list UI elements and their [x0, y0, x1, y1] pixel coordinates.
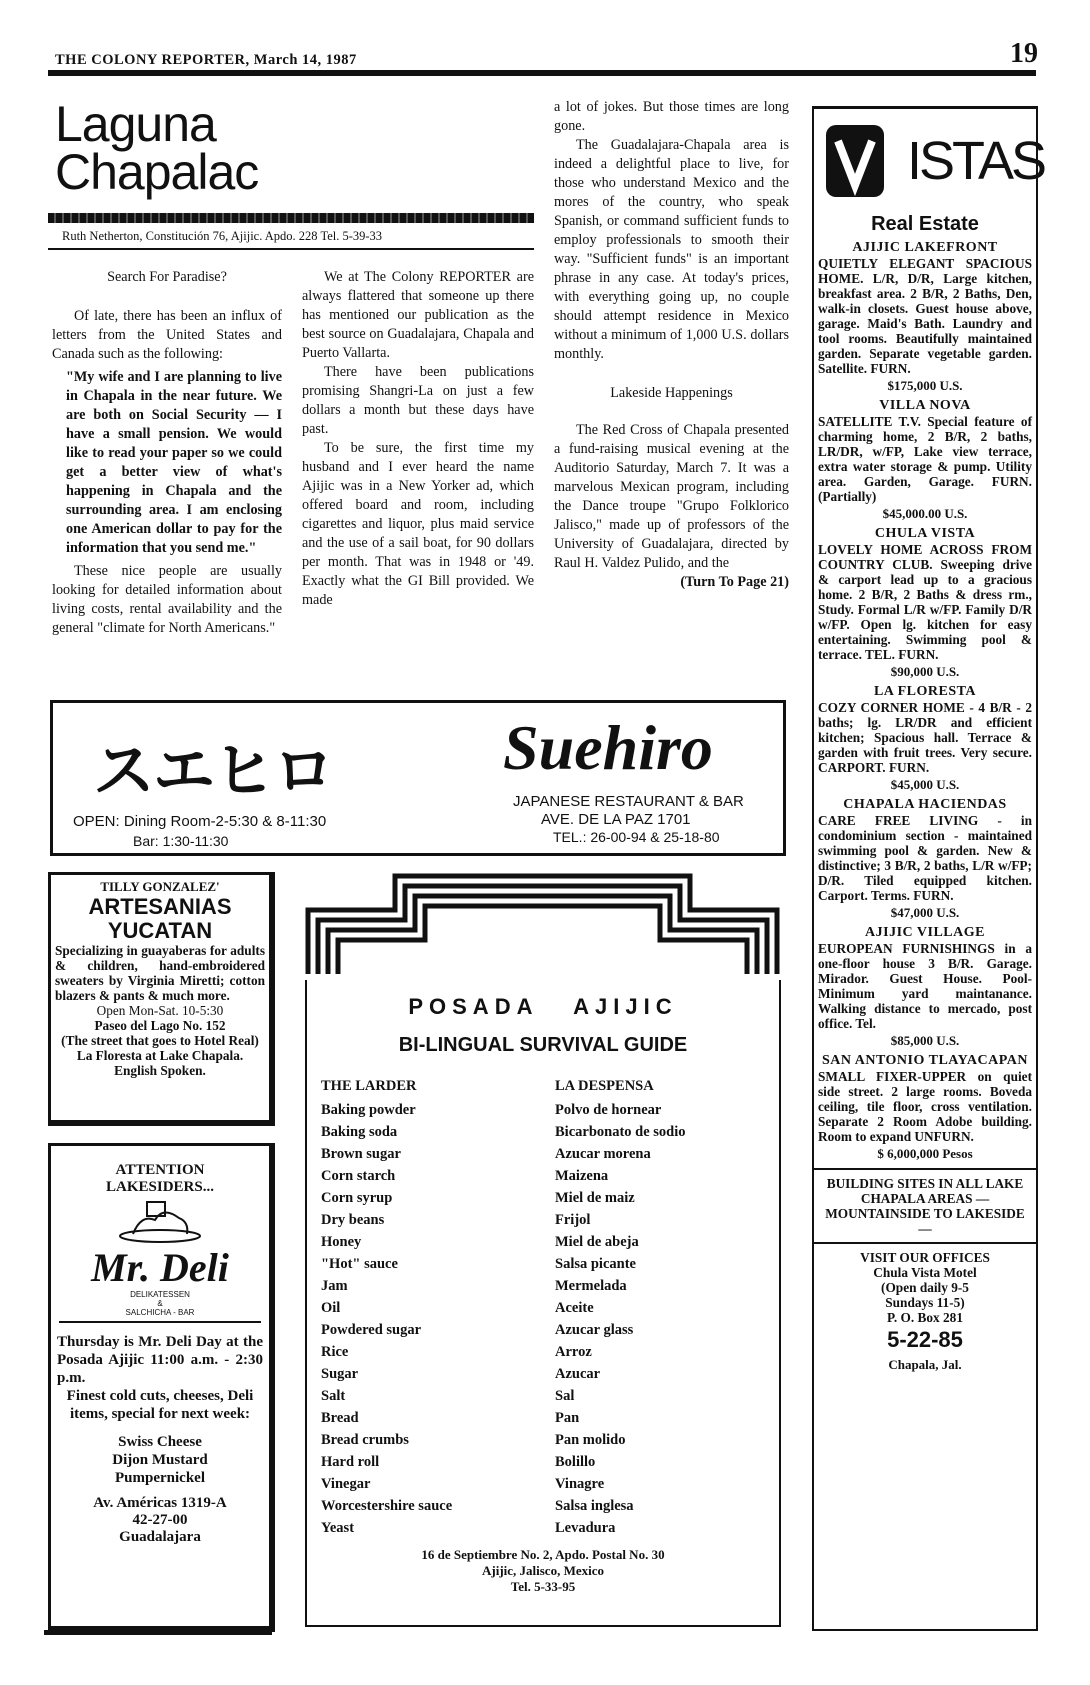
glossary-english-term: Brown sugar	[321, 1146, 401, 1162]
article-paragraph: There have been publications promising Shangri-La on just a few dollars a month but these days have past.	[302, 364, 534, 437]
suehiro-ad	[50, 700, 786, 856]
glossary-spanish-term: Miel de abeja	[555, 1234, 639, 1250]
suehiro-address: AVE. DE LA PAZ 1701	[541, 811, 691, 828]
glossary-row	[321, 1275, 779, 1297]
listing-price: $85,000 U.S.	[890, 1033, 960, 1048]
vistas-logo	[824, 123, 1045, 213]
vistas-rule	[814, 1242, 1036, 1244]
posada-tel: Tel. 5-33-95	[510, 1579, 576, 1594]
glossary-english-term: Baking powder	[321, 1102, 416, 1118]
byline-rule-bottom	[48, 248, 534, 250]
listing-text: CARE FREE LIVING - in condominium section - maintained swimming pool & garden. New & distinctive; 3 B/R, 2 baths, L/R w/FP; D/R. Tiled equipped kitchen. Carport. Terms. FURN.	[818, 813, 1032, 903]
bottom-left-rule	[44, 1630, 272, 1635]
glossary-english-term: Sugar	[321, 1366, 359, 1382]
glossary-row	[321, 1231, 779, 1253]
glossary-spanish-term: Salsa picante	[555, 1256, 636, 1272]
glossary-english-term: Corn syrup	[321, 1190, 393, 1206]
deli-logo-sub-3: SALCHICHA - BAR	[125, 1308, 195, 1317]
listing-title: AJIJIC VILLAGE	[865, 925, 985, 940]
glossary-row	[321, 1165, 779, 1187]
article-col-1	[52, 268, 282, 638]
article-paragraph: Of late, there has been an influx of letters from the United States and Canada such as the following:	[52, 308, 282, 362]
glossary-row	[321, 1473, 779, 1495]
vistas-listings	[814, 240, 1036, 1162]
posada-address-2: Ajijic, Jalisco, Mexico	[481, 1563, 604, 1578]
suehiro-open-label: OPEN:	[73, 813, 120, 830]
article-paragraph: To be sure, the first time my husband and I ever heard the name Ajijic was in a New Yorker ad, which offered board and room, including cigarettes and liquor, plus maid service and the use of a sail boat, for 90 dollars per month. That was in 1948 or '49. Exactly what the GI Bill provided. We made	[302, 440, 534, 608]
glossary-spanish-term: Vinagre	[555, 1476, 605, 1492]
posada-roofline-graphic	[305, 872, 780, 977]
deli-item: Pumpernickel	[115, 1470, 205, 1486]
article-quote: "My wife and I are planning to live in Chapala in the near future. We are both on Social Security — I have a small pension. We would like to read your paper so we could get a better view of what's happening in Chapala and the surrounding area. I am enclosing one American dollar to pay for the information that you send me."	[66, 369, 282, 556]
deli-item: Dijon Mustard	[112, 1452, 208, 1468]
vistas-visit-4: Sundays 11-5)	[885, 1295, 965, 1310]
article-paragraph: The Red Cross of Chapala presented a fund-raising musical evening at the Auditorio Saturday, March 7. It was a marvelous Mexican program, including the Dance troupe "Grupo Folklorico Jalisco," made up of professors of the University of Guadalajara, directed by Raul H. Valdez Pulido, and the	[554, 422, 789, 571]
listing-title: AJIJIC LAKEFRONT	[852, 240, 998, 255]
glossary-spanish-term: Frijol	[555, 1212, 591, 1228]
listing-price: $90,000 U.S.	[890, 664, 960, 679]
suehiro-hours	[73, 813, 326, 830]
glossary-english-term: Dry beans	[321, 1212, 385, 1228]
artesanias-name-1: ARTESANIAS	[88, 894, 232, 919]
glossary-rows	[321, 1099, 779, 1539]
suehiro-bar-hours: Bar: 1:30-11:30	[133, 833, 229, 849]
glossary-english-term: Oil	[321, 1300, 341, 1316]
listing-text: LOVELY HOME ACROSS FROM COUNTRY CLUB. Sweeping drive & carport lead up to a gracious home. 2 B/R, 2 Baths & dress rm., Study. Formal L/R w/FP. Family D/R w/FP. Open lg. kitchen for easy entertaining. Swimming pool & terrace. TEL. FURN.	[818, 542, 1032, 662]
glossary-row	[321, 1143, 779, 1165]
deli-tray-icon	[51, 1196, 269, 1246]
deli-heading-1: ATTENTION	[115, 1162, 205, 1178]
glossary-spanish-term: Pan molido	[555, 1432, 626, 1448]
article-paragraph: These nice people are usually looking for detailed information about living costs, rental availability and the general "climate for North Americans."	[52, 563, 282, 636]
laguna-logo	[55, 96, 259, 200]
glossary-english-term: Jam	[321, 1278, 348, 1294]
glossary-header-spanish: LA DESPENSA	[555, 1078, 654, 1094]
listing-text: SMALL FIXER-UPPER on quiet side street. 2 large rooms. Boveda ceiling, tile floor, cross ventilation. Separate 2 Room Adobe building. Room to expand UNFURN.	[818, 1069, 1032, 1144]
listing-price: $ 6,000,000 Pesos	[877, 1146, 973, 1161]
listing-text: SATELLITE T.V. Special feature of charming home, 2 B/R, 2 baths, LR/DR, w/FP, Lake view terrace, extra water storage & pump. Utility area. Garden, Garage. FURN. (Partially)	[818, 414, 1032, 504]
glossary-row	[321, 1253, 779, 1275]
article-col-3	[554, 98, 789, 592]
listing-title: CHULA VISTA	[874, 526, 976, 541]
glossary-spanish-term: Levadura	[555, 1520, 616, 1536]
deli-heading-2: LAKESIDERS...	[106, 1179, 214, 1195]
glossary-spanish-term: Azucar glass	[555, 1322, 634, 1338]
article-paragraph: We at The Colony REPORTER are always flattered that someone up there has mentioned our publication as the best source on Guadalajara, Chapala and Puerto Vallarta.	[302, 269, 534, 361]
vistas-logo-letters: ISTAS	[907, 131, 1045, 191]
article-continued: (Turn To Page 21)	[680, 574, 789, 590]
glossary-row	[321, 1121, 779, 1143]
listing	[818, 398, 1032, 522]
glossary-spanish-term: Arroz	[555, 1344, 592, 1360]
glossary-row	[321, 1209, 779, 1231]
vistas-town: Chapala, Jal.	[888, 1357, 962, 1372]
vistas-logo-text	[874, 131, 1044, 191]
glossary-row	[321, 1099, 779, 1121]
suehiro-tel: TEL.: 26-00-94 & 25-18-80	[553, 829, 720, 845]
glossary-row	[321, 1429, 779, 1451]
article-subtitle: Lakeside Happenings	[610, 385, 733, 401]
glossary-spanish-term: Aceite	[555, 1300, 594, 1316]
suehiro-name: Suehiro	[503, 712, 713, 783]
article-paragraph: The Guadalajara-Chapala area is indeed a delightful place to live, for those who understand Mexico and the mores of the country, who speak Spanish, or command sufficient funds to employ professionals to smooth their way. "Sufficient funds" is an important phrase in any case. At today's prices, with everything going up, no couple should attempt residence in Mexico without a minimum of 1,000 U.S. dollars monthly.	[554, 137, 789, 362]
posada-address-1: 16 de Septiembre No. 2, Apdo. Postal No. 30	[421, 1547, 665, 1562]
vistas-subtitle: Real Estate	[871, 213, 979, 235]
deli-item: Swiss Cheese	[118, 1434, 202, 1450]
artesanias-footer: La Floresta at Lake Chapala. English Spoken.	[76, 1048, 244, 1078]
glossary-row	[321, 1319, 779, 1341]
glossary-spanish-term: Maizena	[555, 1168, 609, 1184]
listing	[818, 1053, 1032, 1162]
article-title: Search For Paradise?	[107, 269, 227, 285]
glossary-spanish-term: Polvo de hornear	[555, 1102, 662, 1118]
listing-price: $175,000 U.S.	[887, 378, 963, 393]
deli-address-2: 42-27-00	[132, 1512, 188, 1528]
glossary-english-term: Bread crumbs	[321, 1432, 409, 1448]
listing	[818, 797, 1032, 921]
glossary-spanish-term: Azucar morena	[555, 1146, 651, 1162]
glossary-english-term: Bread	[321, 1410, 359, 1426]
artesanias-hours: Open Mon-Sat. 10-5:30	[96, 1003, 224, 1018]
glossary-english-term: Powdered sugar	[321, 1322, 422, 1338]
listing	[818, 526, 1032, 680]
glossary-english-term: Corn starch	[321, 1168, 396, 1184]
glossary-spanish-term: Pan	[555, 1410, 580, 1426]
glossary-header-english: THE LARDER	[321, 1078, 417, 1094]
glossary-english-term: Vinegar	[321, 1476, 371, 1492]
suehiro-type: JAPANESE RESTAURANT & BAR	[513, 793, 744, 810]
glossary-row	[321, 1495, 779, 1517]
glossary-row	[321, 1297, 779, 1319]
listing-price: $45,000 U.S.	[890, 777, 960, 792]
deli-logo: Mr. Deli	[91, 1245, 229, 1290]
deli-logo-rule	[59, 1321, 261, 1323]
listing-title: CHAPALA HACIENDAS	[843, 797, 1007, 812]
glossary-english-term: Worcestershire sauce	[321, 1498, 453, 1514]
laguna-logo-line1: Laguna	[55, 96, 216, 152]
glossary-spanish-term: Sal	[555, 1388, 575, 1404]
vistas-ad	[812, 106, 1045, 1631]
glossary-spanish-term: Mermelada	[555, 1278, 627, 1294]
glossary-english-term: Honey	[321, 1234, 362, 1250]
vistas-rule	[814, 1168, 1036, 1170]
deli-address-1: Av. Américas 1319-A	[93, 1495, 227, 1511]
glossary-row	[321, 1385, 779, 1407]
glossary-row	[321, 1451, 779, 1473]
deli-body-2: Finest cold cuts, cheeses, Deli items, special for next week:	[66, 1388, 254, 1422]
article-paragraph: a lot of jokes. But those times are long gone.	[554, 99, 789, 134]
vistas-visit-1: VISIT OUR OFFICES	[860, 1250, 990, 1265]
glossary-english-term: Rice	[321, 1344, 349, 1360]
vistas-building-sites: BUILDING SITES IN ALL LAKE CHAPALA AREAS — MOUNTAINSIDE TO LAKESIDE —	[825, 1176, 1025, 1236]
glossary-row	[321, 1341, 779, 1363]
glossary-row	[321, 1407, 779, 1429]
suehiro-dining-hours: Dining Room-2-5:30 & 8-11:30	[123, 813, 327, 830]
deli-logo-sub-2: &	[157, 1299, 163, 1308]
posada-name: POSADA AJIJIC	[408, 994, 678, 1019]
glossary-spanish-term: Bolillo	[555, 1454, 596, 1470]
glossary-spanish-term: Azucar	[555, 1366, 601, 1382]
artesanias-body: Specializing in guayaberas for adults & children, hand-embroidered sweaters by Virginia Miretti; cotton blazers & pants & much more.	[55, 943, 265, 1003]
glossary-header	[321, 1075, 779, 1097]
glossary-row	[321, 1517, 779, 1539]
glossary-row	[321, 1363, 779, 1385]
glossary-english-term: Baking soda	[321, 1124, 398, 1140]
masthead: THE COLONY REPORTER, March 14, 1987	[55, 52, 357, 68]
laguna-logo-line2: Chapalac	[55, 144, 259, 200]
mr-deli-ad	[48, 1143, 275, 1632]
listing-price: $45,000.00 U.S.	[882, 506, 968, 521]
listing-text: EUROPEAN FURNISHINGS in a one-floor house 3 B/R. Garage. Mirador. Guest House. Pool-Minimum yard maintanance. Walking distance to mercado, post office. Tel.	[818, 941, 1032, 1031]
suehiro-katakana-logo: スエヒロ	[93, 737, 334, 806]
artesanias-address: Paseo del Lago No. 152	[94, 1018, 226, 1033]
posada-guide-title: BI-LINGUAL SURVIVAL GUIDE	[398, 1034, 688, 1056]
listing	[818, 925, 1032, 1049]
deli-items	[51, 1433, 269, 1487]
artesanias-note: (The street that goes to Hotel Real)	[61, 1033, 259, 1048]
listing-title: LA FLORESTA	[873, 684, 977, 699]
listing-title: SAN ANTONIO TLAYACAPAN	[821, 1053, 1028, 1068]
glossary-english-term: Hard roll	[321, 1454, 380, 1470]
vistas-visit-3: (Open daily 9-5	[881, 1280, 969, 1295]
listing-price: $47,000 U.S.	[890, 905, 960, 920]
artesanias-ad	[48, 872, 275, 1126]
glossary-spanish-term: Miel de maiz	[555, 1190, 635, 1206]
artesanias-name-2: YUCATAN	[107, 918, 213, 943]
deli-logo-sub-1: DELIKATESSEN	[130, 1290, 190, 1299]
byline: Ruth Netherton, Constitución 76, Ajijic. Apdo. 228 Tel. 5-39-33	[62, 229, 383, 243]
listing	[818, 684, 1032, 793]
glossary-english-term: "Hot" sauce	[321, 1256, 398, 1272]
glossary-english-term: Salt	[321, 1388, 346, 1404]
deli-address-3: Guadalajara	[119, 1529, 201, 1545]
byline-rule-top	[48, 213, 534, 223]
listing-text: COZY CORNER HOME - 4 B/R - 2 baths; lg. LR/DR and efficient kitchen; Spacious hall. Terrace & garden with fruit trees. Very secure. CARPORT. FURN.	[818, 700, 1032, 775]
article-col-2	[302, 268, 534, 610]
listing	[818, 240, 1032, 394]
vistas-phone: 5-22-85	[887, 1327, 963, 1352]
glossary-spanish-term: Salsa inglesa	[555, 1498, 634, 1514]
glossary	[321, 1075, 779, 1539]
posada-ad	[305, 980, 781, 1627]
vistas-visit-2: Chula Vista Motel	[873, 1265, 977, 1280]
listing-title: VILLA NOVA	[879, 398, 971, 413]
glossary-spanish-term: Bicarbonato de sodio	[555, 1124, 686, 1140]
header-rule	[48, 70, 1036, 76]
vistas-visit-5: P. O. Box 281	[887, 1310, 963, 1325]
glossary-english-term: Yeast	[321, 1520, 355, 1536]
glossary-row	[321, 1187, 779, 1209]
deli-body-1: Thursday is Mr. Deli Day at the Posada Ajijic 11:00 a.m. - 2:30 p.m.	[57, 1334, 263, 1386]
page-number: 19	[1010, 38, 1038, 69]
listing-text: QUIETLY ELEGANT SPACIOUS HOME. L/R, D/R, Large kitchen, breakfast area. 2 B/R, 2 Baths, Den, walk-in closets. Guest house above, garage. Maid's Bath. Laundry and tool rooms. Beautifully maintained garden. Separate vegetable garden. Satellite. FURN.	[818, 256, 1032, 376]
artesanias-owner: TILLY GONZALEZ'	[100, 879, 220, 894]
